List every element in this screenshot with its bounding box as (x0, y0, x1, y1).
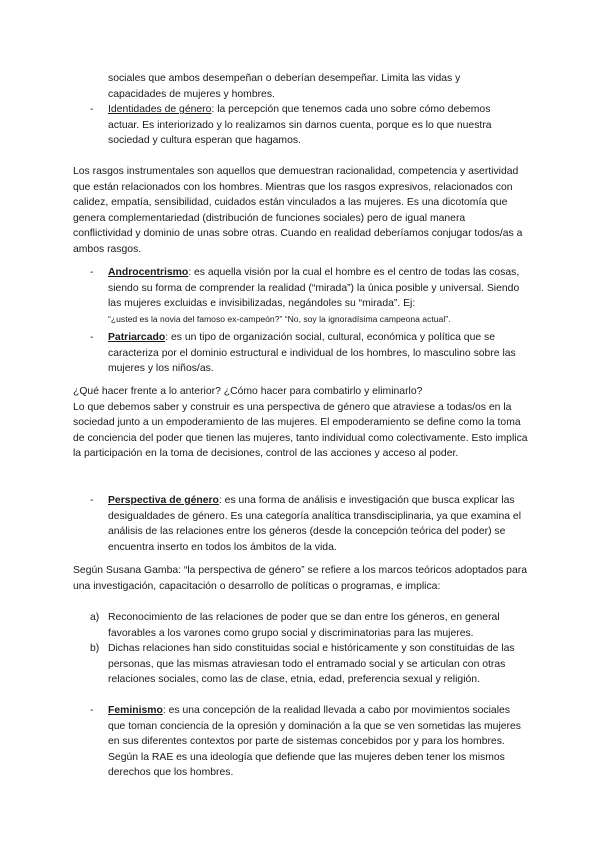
bullet-dash: - (90, 267, 94, 278)
identidades-paragraph (108, 102, 522, 149)
feminismo-paragraph (108, 703, 528, 781)
identidades-term: Identidades de género (108, 104, 212, 115)
androcentrismo-term: Androcentrismo (108, 267, 189, 278)
patriarcado-paragraph (108, 330, 532, 377)
list-label: b) (90, 643, 100, 654)
continuation-paragraph: sociales que ambos desempeñan o deberían desempeñar. Limita las vidas y capacidades de mujeres y hombres. (108, 73, 461, 100)
androcentrismo-paragraph (108, 265, 530, 327)
gamba-paragraph: Según Susana Gamba: “la perspectiva de género” se refiere a los marcos teóricos adoptados para una investigación, capacitación o desarrollo de políticas o programas, e implica: (73, 565, 527, 592)
list-item: Reconocimiento de las relaciones de poder que se dan entre los géneros, en general favorables a los varones como grupo social y discriminatorias para las mujeres. (108, 612, 500, 639)
bullet-dash: - (90, 332, 94, 343)
patriarcado-text: : es un tipo de organización social, cultural, económica y política que se caracteriza por el dominio estructural e individual de los hombres, lo masculino sobre las mujeres y los niños/as. (108, 332, 516, 375)
feminismo-text: : es una concepción de la realidad llevada a cabo por movimientos sociales que toman conciencia de la opresión y dominación a la que se ven sometidas las mujeres en sus diferentes contextos por parte de sistemas concebidos por y para los hombres. Según la RAE es una ideología que defiende que las mujeres deben tener los mismos derechos que los hombres. (108, 705, 521, 779)
list-item: Dichas relaciones han sido constituidas social e históricamente y son constituidas de las personas, que las mismas atraviesan todo el entramado social y se articulan con otras relaciones sociales, como las de clase, etnia, edad, preferencia sexual y religión. (108, 643, 515, 686)
perspectiva-paragraph (108, 493, 534, 555)
feminismo-term: Feminismo (108, 705, 163, 716)
identidades-text: : la percepción que tenemos cada uno sobre cómo debemos actuar. Es interiorizado y lo realizamos sin darnos cuenta, porque es lo que nuestra sociedad y cultura esperan que hagamos. (108, 104, 492, 147)
bullet-dash: - (90, 495, 94, 506)
questions-paragraph (73, 384, 533, 462)
perspectiva-text: : es una forma de análisis e investigación que busca explicar las desigualdades de género. Es una categoría analítica transdisciplinaria, ya que examina el análisis de las relaciones entre los géneros (desde la concepción teórica del poder) se encuentra inserto en todos los ámbitos de la vida. (108, 495, 522, 553)
bullet-dash: - (90, 705, 94, 716)
questions-line: ¿Qué hacer frente a lo anterior? ¿Cómo hacer para combatirlo y eliminarlo? (73, 386, 423, 397)
androcentrismo-example: “¿usted es la novia del famoso ex-campeón?” “No, soy la ignoradísima campeona actual”. (108, 313, 451, 324)
list-label: a) (90, 612, 100, 623)
androcentrismo-text: : es aquella visión por la cual el hombre es el centro de todas las cosas, siendo su forma de comprender la realidad (“mirada”) la única posible y universal. Siendo las mujeres excluidas e invisibilizadas, negándoles su “mirada”. (108, 267, 520, 310)
rasgos-paragraph: Los rasgos instrumentales son aquellos que demuestran racionalidad, competencia y asertividad que están relacionados con los hombres. Mientras que los rasgos expresivos, relacionados con calidez, empatía, sensibilidad, cuidados están vinculados a las mujeres. Es una dicotomía que genera complementariedad (distribución de funciones sociales) pero de igual manera conflictividad y dominio de unas sobre otras. Cuando en realidad deberíamos conjugar todos/as a ambos rasgos. (73, 166, 523, 255)
empoderamiento-text: Lo que debemos saber y construir es una perspectiva de género que atraviese a todas/os en la sociedad junto a un empoderamiento de las mujeres. El empoderamiento se define como la toma de conciencia del poder que tienen las mujeres, tanto individual como colectivamente. Esto implica la participación en la toma de decisiones, control de las acciones y acceso al poder. (73, 401, 528, 460)
androcentrismo-example-intro: Ej: (400, 298, 416, 310)
bullet-dash: - (90, 104, 94, 115)
perspectiva-term: Perspectiva de género (108, 495, 219, 506)
patriarcado-term: Patriarcado (108, 332, 166, 343)
